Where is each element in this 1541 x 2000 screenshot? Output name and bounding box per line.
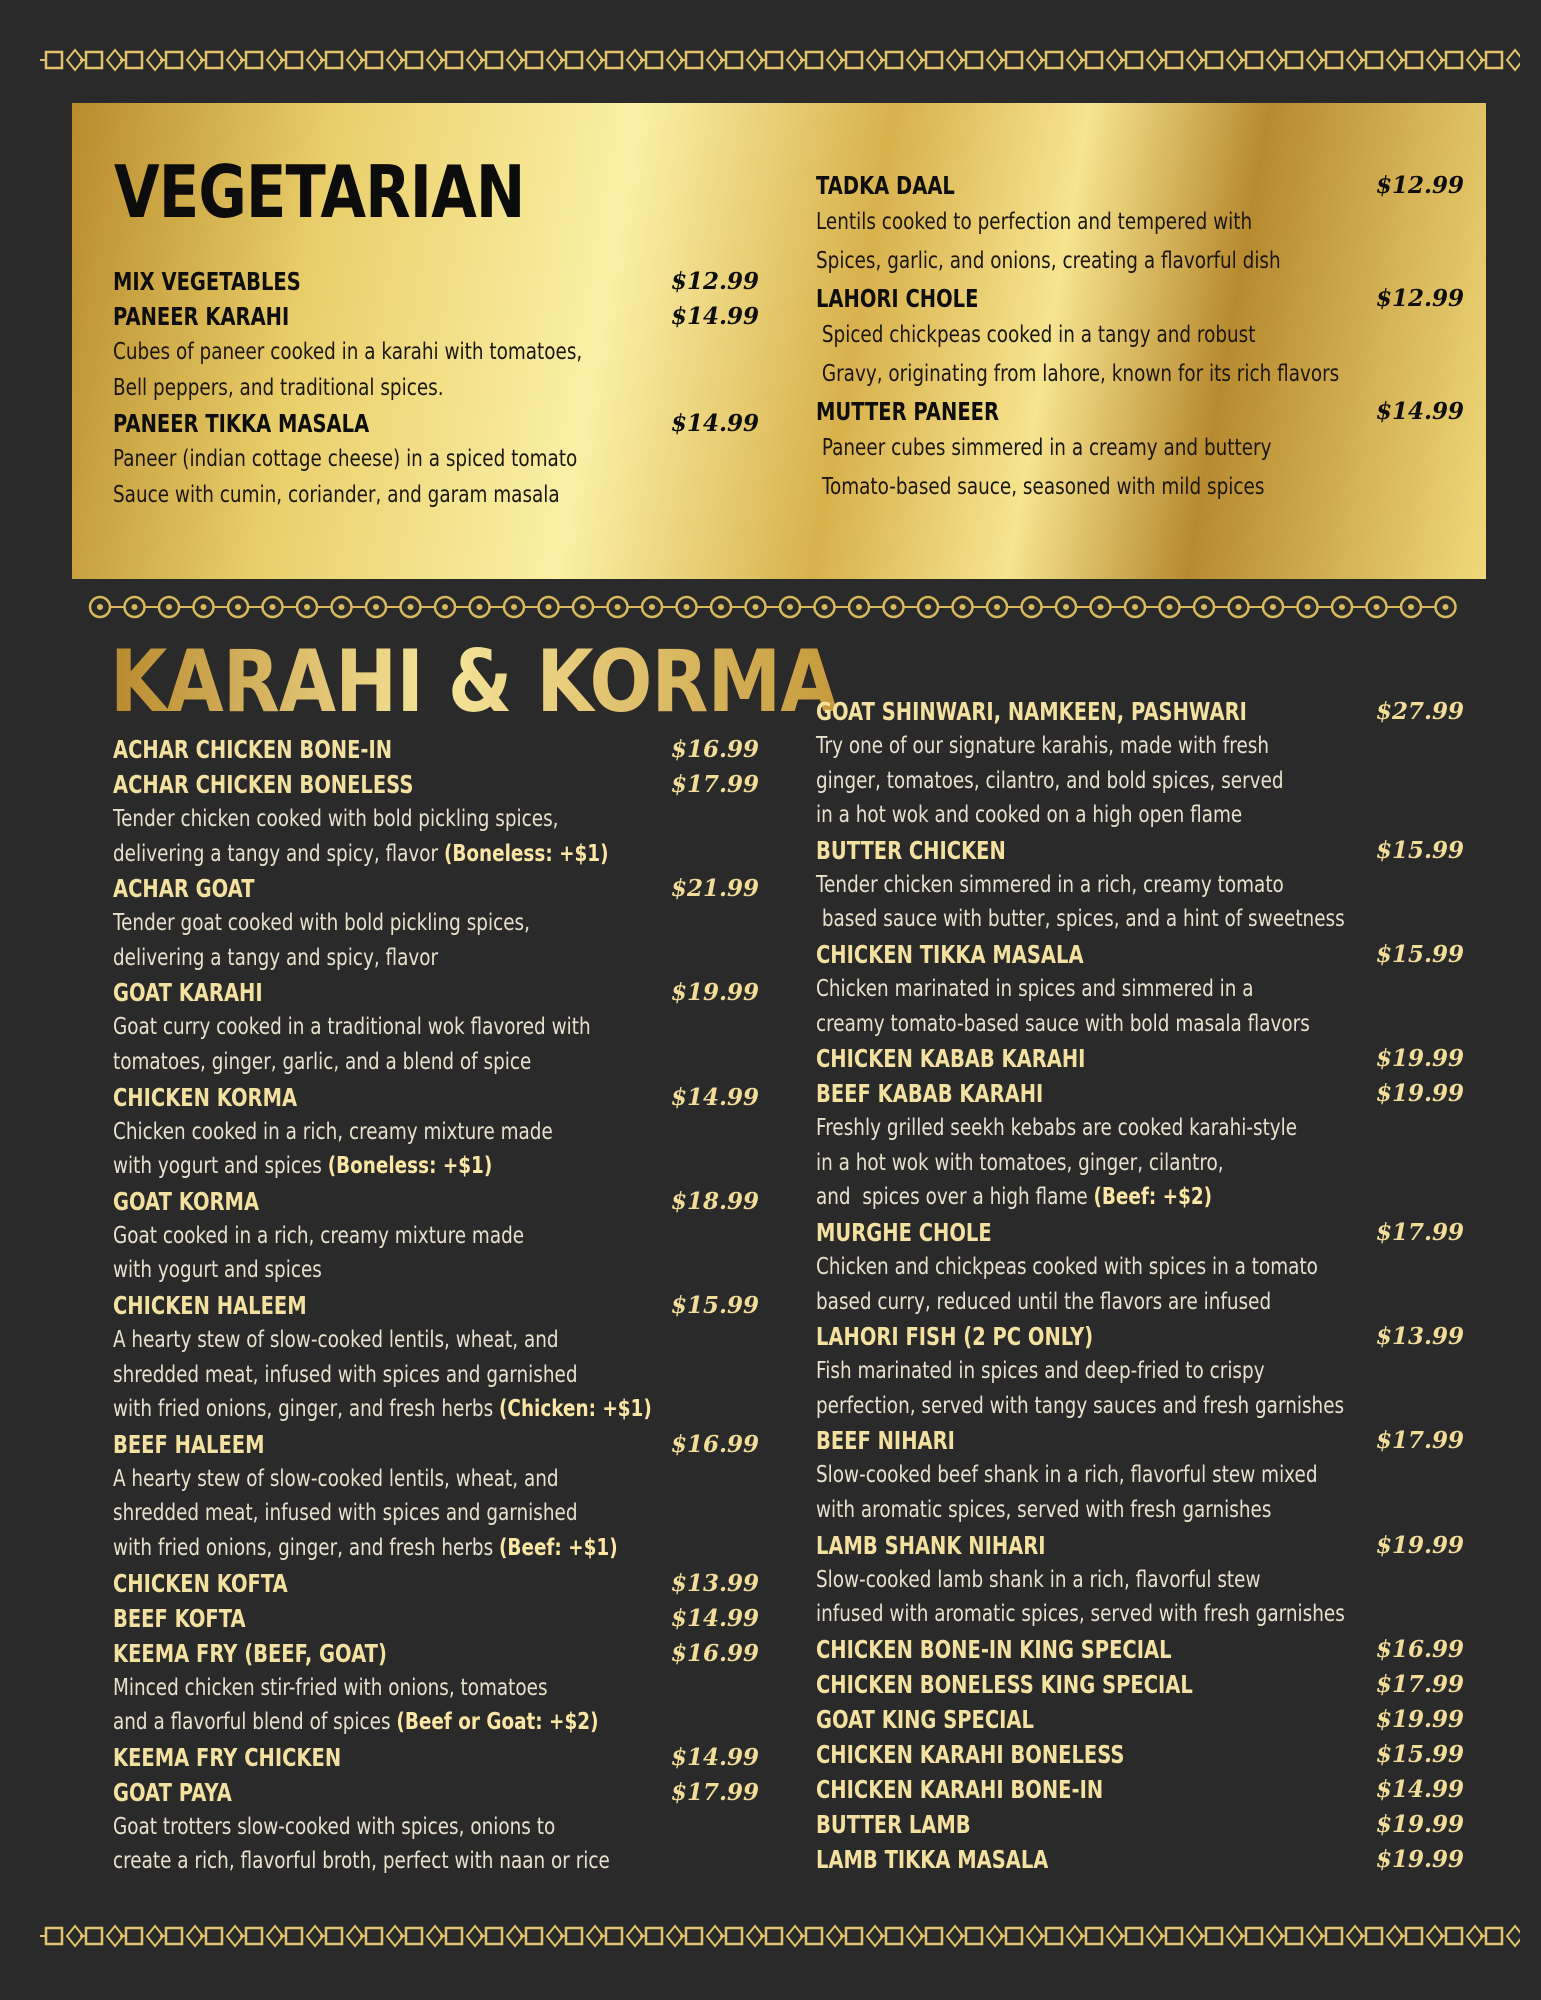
vegetarian-title: VEGETARIAN	[114, 150, 525, 234]
item-name: LAMB TIKKA MASALA	[816, 1844, 1049, 1874]
item-price: $14.99	[670, 303, 759, 330]
item-description-text: shredded meat, infused with spices and garnished	[113, 1361, 578, 1388]
item-name: LAHORI FISH (2 PC ONLY)	[816, 1322, 1094, 1352]
item-surcharge-note: (Boneless: +$1)	[327, 1153, 493, 1180]
item-price: $14.99	[670, 410, 759, 437]
item-price: $17.99	[1375, 1427, 1464, 1455]
circle-chain-icon	[86, 592, 1476, 622]
item-description-line	[113, 370, 630, 406]
item-description-line	[113, 1392, 652, 1427]
item-description-line	[816, 868, 1334, 903]
item-name: GOAT PAYA	[113, 1777, 232, 1807]
karahi-korma-item	[113, 1427, 759, 1566]
item-price: $15.99	[1375, 1740, 1464, 1768]
geometric-pattern-icon	[40, 1914, 1520, 1958]
item-price: $27.99	[1375, 698, 1464, 725]
item-description-text: tomatoes, ginger, garlic, and a blend of spice	[113, 1048, 532, 1075]
item-price: $19.99	[1375, 1531, 1464, 1559]
item-description-text: Goat trotters slow-cooked with spices, onions to	[113, 1813, 556, 1840]
item-description-text: A hearty stew of slow-cooked lentils, wheat, and	[113, 1465, 559, 1492]
item-description-text: with aromatic spices, served with fresh garnishes	[816, 1496, 1272, 1523]
item-price: $19.99	[1375, 1045, 1464, 1073]
item-description-line	[816, 1180, 1334, 1215]
item-description-line	[816, 1111, 1334, 1146]
item-surcharge-note: (Beef: +$2)	[1093, 1184, 1213, 1211]
item-price: $15.99	[1375, 940, 1464, 968]
karahi-korma-item	[816, 1423, 1464, 1527]
item-description-text: Tender chicken simmered in a rich, creamy tomato	[816, 871, 1284, 898]
karahi-korma-right-column	[816, 694, 1464, 1877]
item-description-text: Chicken marinated in spices and simmered in a	[816, 975, 1254, 1002]
item-price: $17.99	[670, 771, 759, 798]
item-description-text: and a flavorful blend of spices	[113, 1709, 397, 1736]
item-description-text: Sauce with cumin, coriander, and garam masala	[113, 482, 560, 508]
item-name: CHICKEN KABAB KARAHI	[816, 1044, 1086, 1074]
item-price: $19.99	[670, 979, 759, 1007]
item-price: $16.99	[1375, 1635, 1464, 1663]
item-description-line	[113, 1496, 630, 1531]
item-description-line	[113, 1810, 630, 1845]
vegetarian-item	[113, 406, 759, 513]
item-description-text: Cubes of paneer cooked in a karahi with tomatoes,	[113, 339, 583, 365]
karahi-korma-item	[113, 1288, 759, 1427]
item-description-line	[113, 1705, 630, 1740]
item-price: $14.99	[1375, 1775, 1464, 1803]
item-description-text: A hearty stew of slow-cooked lentils, wheat, and	[113, 1326, 559, 1353]
item-name: ACHAR CHICKEN BONE-IN	[113, 735, 393, 764]
item-name: GOAT KORMA	[113, 1186, 260, 1216]
item-name: BEEF HALEEM	[113, 1429, 265, 1459]
karahi-korma-item	[113, 1636, 759, 1740]
karahi-korma-item	[816, 1772, 1464, 1807]
item-description-line	[113, 941, 630, 976]
vegetarian-item	[816, 168, 1464, 281]
item-description-line	[816, 972, 1334, 1007]
item-description-line	[113, 1462, 630, 1497]
item-description-line	[816, 1458, 1334, 1493]
item-description-line	[113, 1253, 630, 1288]
decorative-border-bottom	[40, 1914, 1520, 1958]
item-price: $19.99	[1375, 1810, 1464, 1838]
karahi-korma-item	[816, 1667, 1464, 1702]
item-description-line	[816, 902, 1345, 937]
item-name: BUTTER LAMB	[816, 1809, 971, 1839]
item-description-line	[113, 441, 630, 477]
item-name: CHICKEN HALEEM	[113, 1290, 307, 1320]
karahi-korma-item	[113, 1740, 759, 1775]
karahi-korma-item	[816, 1807, 1464, 1842]
item-name: CHICKEN KARAHI BONE-IN	[816, 1774, 1104, 1804]
item-name: CHICKEN TIKKA MASALA	[816, 939, 1084, 969]
item-description-text: Tender chicken cooked with bold pickling spices,	[113, 806, 559, 832]
item-description-text: with yogurt and spices	[113, 1153, 328, 1180]
item-description-text: delivering a tangy and spicy, flavor	[113, 944, 439, 971]
item-name: ACHAR GOAT	[113, 874, 255, 904]
item-price: $15.99	[1375, 836, 1464, 864]
item-description-line	[113, 1531, 630, 1566]
item-description-text: Paneer (indian cottage cheese) in a spiced tomato	[113, 446, 578, 472]
item-description-line	[113, 1323, 630, 1358]
item-price: $16.99	[670, 1430, 759, 1458]
item-name: MURGHE CHOLE	[816, 1217, 992, 1247]
item-description-line	[816, 316, 1334, 355]
item-description-text: Tomato-based sauce, seasoned with mild spices	[816, 474, 1265, 500]
item-description-text: Goat cooked in a rich, creamy mixture made	[113, 1222, 525, 1249]
karahi-korma-item	[113, 871, 759, 975]
item-description-text: Tender goat cooked with bold pickling spices,	[113, 910, 530, 937]
item-name: BEEF KABAB KARAHI	[816, 1079, 1044, 1109]
item-price: $14.99	[670, 1604, 759, 1632]
item-description-text: Freshly grilled seekh kebabs are cooked karahi-style	[816, 1115, 1298, 1142]
item-price: $14.99	[1375, 398, 1464, 425]
karahi-korma-item	[113, 1566, 759, 1601]
item-name: GOAT KING SPECIAL	[816, 1704, 1034, 1734]
karahi-korma-item	[816, 833, 1464, 937]
item-price: $14.99	[670, 1083, 759, 1111]
item-description-line	[816, 764, 1334, 799]
item-description-line	[816, 1007, 1334, 1042]
item-price: $17.99	[670, 1778, 759, 1806]
item-description-text: create a rich, flavorful broth, perfect with naan or rice	[113, 1848, 610, 1875]
item-description-line	[113, 1358, 630, 1393]
item-surcharge-note: (Chicken: +$1)	[499, 1396, 652, 1423]
item-description-text: perfection, served with tangy sauces and fresh garnishes	[816, 1392, 1345, 1419]
item-price: $13.99	[1375, 1323, 1464, 1351]
karahi-korma-item	[816, 694, 1464, 833]
item-description-text: Minced chicken stir-fried with onions, tomatoes	[113, 1674, 548, 1701]
karahi-korma-item	[816, 1041, 1464, 1076]
item-description-line	[113, 802, 630, 837]
item-price: $16.99	[670, 1639, 759, 1667]
item-description-text: Spiced chickpeas cooked in a tangy and robust	[816, 322, 1256, 348]
item-description-text: with yogurt and spices	[113, 1257, 322, 1284]
item-description-text: Slow-cooked beef shank in a rich, flavorful stew mixed	[816, 1462, 1318, 1489]
item-name: TADKA DAAL	[816, 171, 955, 200]
decorative-divider	[86, 592, 1476, 622]
item-description-text: shredded meat, infused with spices and garnished	[113, 1500, 578, 1527]
item-description-text: Try one of our signature karahis, made with fresh	[816, 733, 1270, 759]
item-description-line	[113, 1115, 630, 1150]
item-description-line	[113, 334, 630, 370]
item-price: $19.99	[1375, 1080, 1464, 1108]
item-surcharge-note: (Beef: +$1)	[499, 1534, 618, 1561]
item-name: CHICKEN KARAHI BONELESS	[816, 1739, 1125, 1769]
item-description-line	[816, 203, 1334, 242]
karahi-korma-item	[816, 1076, 1464, 1215]
karahi-korma-item	[113, 732, 759, 767]
item-description-text: with fried onions, ginger, and fresh herbs	[113, 1534, 500, 1561]
item-name: KEEMA FRY (BEEF, GOAT)	[113, 1638, 387, 1668]
item-price: $16.99	[670, 736, 759, 763]
item-price: $13.99	[670, 1569, 759, 1597]
item-description-line	[816, 729, 1334, 764]
item-description-text: in a hot wok and cooked on a high open flame	[816, 802, 1243, 829]
item-description-line	[816, 1250, 1334, 1285]
vegetarian-left-column	[113, 264, 759, 513]
item-surcharge-note: (Beef or Goat: +$2)	[396, 1709, 599, 1736]
item-description-line	[113, 1219, 630, 1254]
item-price: $19.99	[1375, 1845, 1464, 1873]
item-name: LAHORI CHOLE	[816, 284, 979, 313]
item-name: ACHAR CHICKEN BONELESS	[113, 770, 414, 799]
karahi-korma-item	[816, 1702, 1464, 1737]
karahi-korma-item	[816, 1632, 1464, 1667]
geometric-pattern-icon	[40, 38, 1520, 82]
vegetarian-item	[113, 264, 759, 299]
vegetarian-item	[816, 281, 1464, 394]
item-description-line	[816, 429, 1334, 468]
item-description-text: infused with aromatic spices, served with fresh garnishes	[816, 1601, 1345, 1628]
item-name: MUTTER PANEER	[816, 397, 999, 426]
item-name: GOAT KARAHI	[113, 978, 263, 1008]
karahi-korma-item	[113, 1184, 759, 1288]
item-price: $12.99	[670, 268, 759, 295]
item-name: PANEER TIKKA MASALA	[113, 409, 370, 438]
item-description-text: delivering a tangy and spicy, flavor	[113, 840, 444, 867]
item-description-line	[816, 468, 1334, 507]
karahi-korma-item	[816, 937, 1464, 1041]
item-name: CHICKEN KORMA	[113, 1082, 298, 1112]
item-description-line	[816, 1563, 1334, 1598]
item-description-text: Chicken and chickpeas cooked with spices in a tomato	[816, 1253, 1318, 1280]
item-description-line	[113, 1010, 630, 1045]
item-description-line	[816, 1597, 1345, 1632]
item-description-line	[113, 1671, 630, 1706]
vegetarian-right-column	[816, 168, 1464, 507]
item-name: LAMB SHANK NIHARI	[816, 1530, 1046, 1560]
item-description-line	[816, 1493, 1334, 1528]
item-description-text: ginger, tomatoes, cilantro, and bold spices, served	[816, 767, 1284, 794]
karahi-korma-title: KARAHI & KORMA	[110, 632, 837, 732]
item-price: $12.99	[1375, 172, 1464, 199]
item-description-line	[816, 1285, 1334, 1320]
item-description-line	[113, 837, 630, 872]
karahi-korma-item	[113, 1775, 759, 1879]
item-description-text: based sauce with butter, spices, and a hint of sweetness	[816, 906, 1345, 933]
item-surcharge-note: (Boneless: +$1)	[443, 840, 609, 867]
item-name: KEEMA FRY CHICKEN	[113, 1742, 342, 1772]
item-price: $21.99	[670, 875, 759, 903]
item-description-line	[816, 355, 1340, 394]
karahi-korma-item	[816, 1215, 1464, 1319]
item-description-text: Slow-cooked lamb shank in a rich, flavorful stew	[816, 1566, 1261, 1593]
karahi-korma-item	[113, 975, 759, 1079]
item-description-text: Paneer cubes simmered in a creamy and buttery	[816, 435, 1272, 461]
item-price: $19.99	[1375, 1705, 1464, 1733]
item-price: $15.99	[670, 1291, 759, 1319]
item-name: BEEF NIHARI	[816, 1426, 955, 1456]
item-price: $17.99	[1375, 1218, 1464, 1246]
item-description-line	[816, 798, 1334, 833]
item-description-line	[113, 1149, 630, 1184]
item-description-line	[113, 1045, 630, 1080]
karahi-korma-left-column	[113, 732, 759, 1879]
karahi-korma-item	[816, 1842, 1464, 1877]
item-description-text: in a hot wok with tomatoes, ginger, cilantro,	[816, 1149, 1224, 1176]
item-description-text: based curry, reduced until the flavors are infused	[816, 1288, 1272, 1315]
item-description-text: Fish marinated in spices and deep-fried to crispy	[816, 1358, 1265, 1385]
item-description-text: Spices, garlic, and onions, creating a flavorful dish	[816, 248, 1281, 274]
item-description-text: Lentils cooked to perfection and tempered with	[816, 209, 1253, 235]
item-description-text: creamy tomato-based sauce with bold masala flavors	[816, 1010, 1310, 1037]
item-description-text: Bell peppers, and traditional spices.	[113, 375, 444, 401]
item-description-line	[113, 1844, 630, 1879]
karahi-korma-item	[113, 767, 759, 871]
karahi-korma-item	[113, 1601, 759, 1636]
item-name: CHICKEN BONELESS KING SPECIAL	[816, 1669, 1193, 1699]
item-description-line	[113, 906, 630, 941]
item-name: MIX VEGETABLES	[113, 267, 301, 296]
karahi-korma-item	[113, 1080, 759, 1184]
item-name: CHICKEN KOFTA	[113, 1568, 288, 1598]
item-description-text: Chicken cooked in a rich, creamy mixture made	[113, 1118, 553, 1145]
karahi-korma-item	[816, 1528, 1464, 1632]
item-name: BEEF KOFTA	[113, 1603, 246, 1633]
vegetarian-item	[816, 394, 1464, 507]
item-description-text: and spices over a high flame	[816, 1184, 1094, 1211]
item-description-line	[816, 242, 1334, 281]
item-description-text: with fried onions, ginger, and fresh herbs	[113, 1396, 500, 1423]
item-price: $14.99	[670, 1743, 759, 1771]
karahi-korma-item	[816, 1737, 1464, 1772]
item-description-text: Goat curry cooked in a traditional wok flavored with	[113, 1014, 591, 1041]
item-name: PANEER KARAHI	[113, 302, 290, 331]
item-price: $17.99	[1375, 1670, 1464, 1698]
item-price: $18.99	[670, 1187, 759, 1215]
item-price: $12.99	[1375, 285, 1464, 312]
item-description-line	[816, 1389, 1345, 1424]
item-description-line	[113, 477, 630, 513]
karahi-korma-item	[816, 1319, 1464, 1423]
vegetarian-item	[113, 299, 759, 406]
item-description-text: Gravy, originating from lahore, known for its rich flavors	[816, 361, 1340, 387]
item-description-line	[816, 1354, 1334, 1389]
decorative-border-top	[40, 38, 1520, 82]
item-name: BUTTER CHICKEN	[816, 835, 1006, 865]
item-name: GOAT SHINWARI, NAMKEEN, PASHWARI	[816, 697, 1247, 726]
item-description-line	[816, 1146, 1334, 1181]
item-name: CHICKEN BONE-IN KING SPECIAL	[816, 1634, 1172, 1664]
